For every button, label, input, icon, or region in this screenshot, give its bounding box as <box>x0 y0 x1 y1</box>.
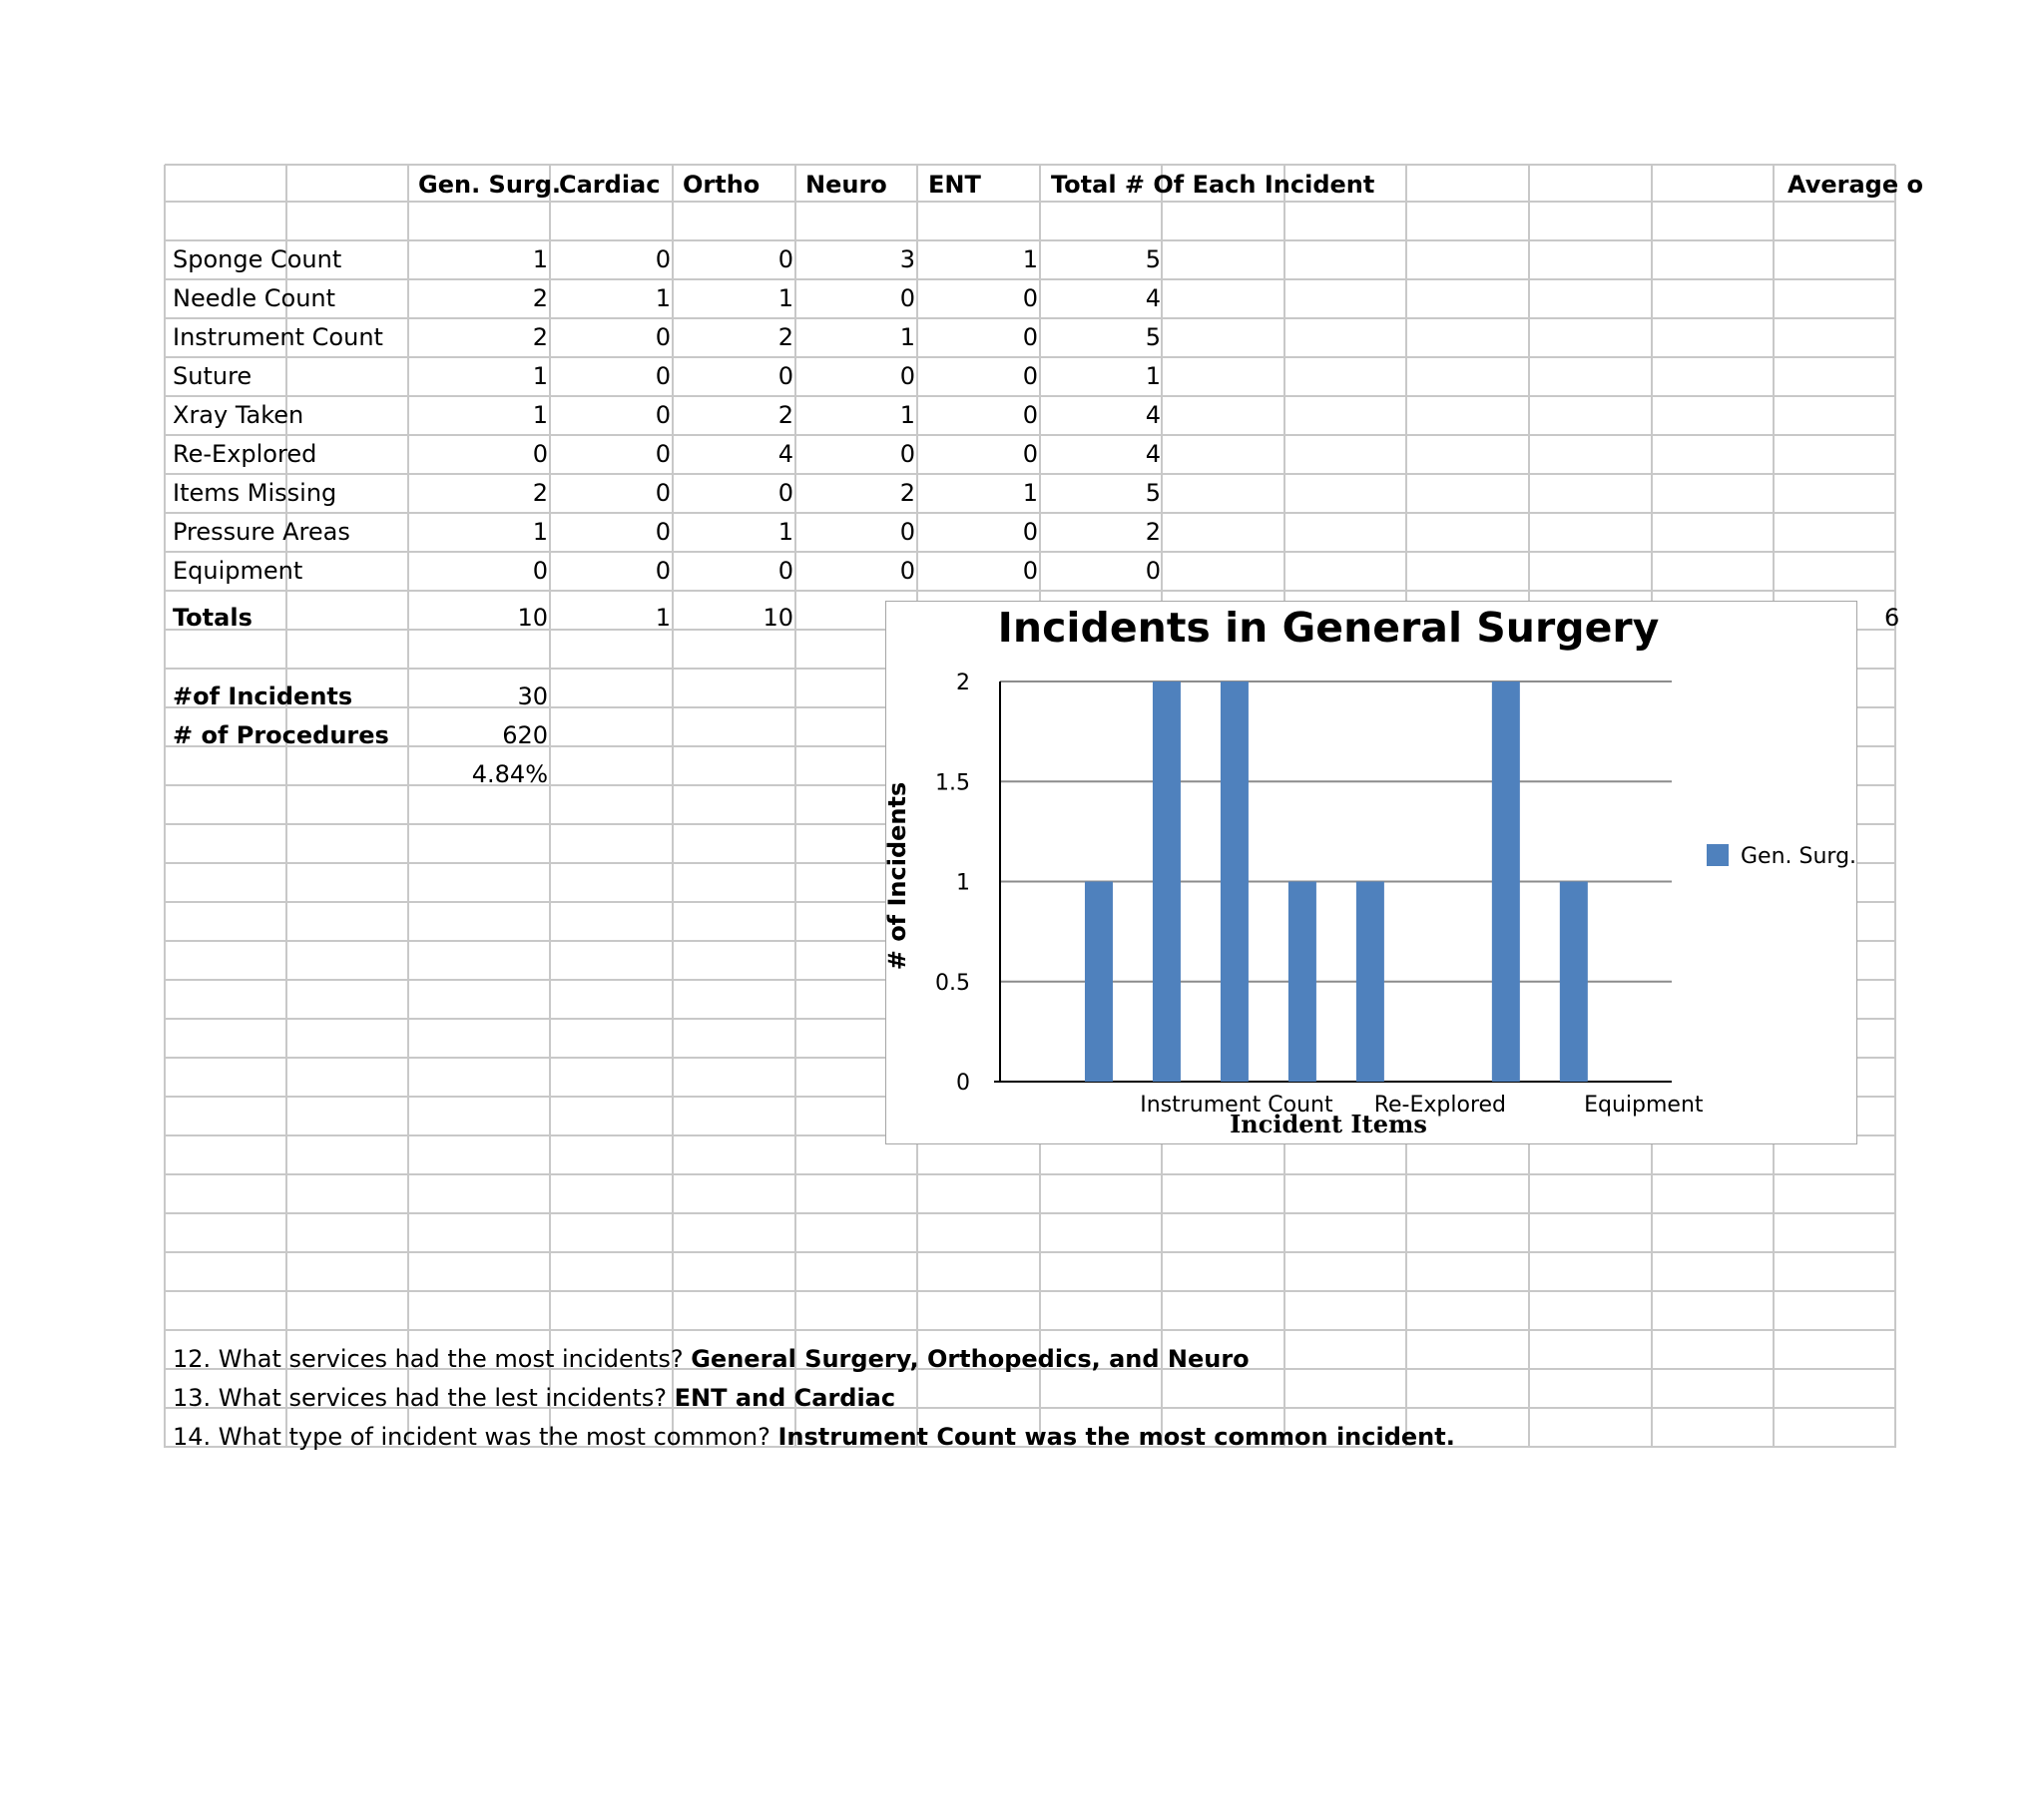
row-value-cell[interactable]: 0 <box>1022 323 1038 351</box>
chart-canvas <box>883 602 1858 1145</box>
row-label[interactable]: Re-Explored <box>173 440 317 468</box>
row-value-cell[interactable]: 0 <box>655 245 671 273</box>
header-ent[interactable]: ENT <box>928 171 981 199</box>
question-14-text: 14. What type of incident was the most common? <box>173 1423 770 1451</box>
row-value-cell[interactable]: 0 <box>655 323 671 351</box>
totals-partial-value[interactable]: 6 <box>1884 604 1900 632</box>
header-cardiac[interactable]: Cardiac <box>559 171 661 199</box>
row-value-cell[interactable]: 1 <box>777 518 793 546</box>
bar-items-missing <box>1492 681 1520 1082</box>
question-13-answer: ENT and Cardiac <box>674 1384 896 1412</box>
bar-instrument-count <box>1221 681 1249 1082</box>
row-value-cell[interactable]: 0 <box>1145 557 1161 585</box>
row-value-cell[interactable]: 0 <box>1022 284 1038 312</box>
row-value-cell[interactable]: 0 <box>1022 362 1038 390</box>
row-value-cell[interactable]: 4 <box>1145 401 1161 429</box>
header-neuro[interactable]: Neuro <box>805 171 887 199</box>
question-12-answer: General Surgery, Orthopedics, and Neuro <box>691 1345 1250 1373</box>
row-value-cell[interactable]: 4 <box>1145 440 1161 468</box>
y-tick-label: 2 <box>956 671 970 695</box>
x-tick-label: Re-Explored <box>1373 1093 1507 1118</box>
row-value-cell[interactable]: 5 <box>1145 245 1161 273</box>
row-label[interactable]: Sponge Count <box>173 245 342 273</box>
row-value-cell[interactable]: 4 <box>777 440 793 468</box>
bar-sponge-count <box>1085 882 1113 1083</box>
y-tick-label: 1 <box>956 870 970 896</box>
header-ortho[interactable]: Ortho <box>683 171 761 199</box>
totals-cardiac[interactable]: 1 <box>655 604 671 632</box>
question-14-answer: Instrument Count was the most common incident. <box>777 1423 1455 1451</box>
row-value-cell[interactable]: 1 <box>1022 245 1038 273</box>
question-12[interactable] <box>173 1340 1250 1379</box>
y-tick-label: 0 <box>956 1071 970 1096</box>
x-tick-label: Instrument Count <box>1140 1093 1333 1118</box>
y-tick-label: 0.5 <box>935 970 970 996</box>
header-gen-surg[interactable]: Gen. Surg. <box>418 171 562 199</box>
incidents-value[interactable]: 30 <box>517 682 548 710</box>
row-value-cell[interactable]: 0 <box>777 557 793 585</box>
row-value-cell[interactable]: 1 <box>532 518 548 546</box>
row-value-cell[interactable]: 2 <box>1145 518 1161 546</box>
header-average[interactable]: Average o <box>1788 171 1923 199</box>
row-value-cell[interactable]: 2 <box>899 479 915 507</box>
totals-label[interactable]: Totals <box>173 604 253 632</box>
row-value-cell[interactable]: 2 <box>532 323 548 351</box>
row-value-cell[interactable]: 0 <box>899 557 915 585</box>
row-value-cell[interactable]: 1 <box>532 245 548 273</box>
row-value-cell[interactable]: 0 <box>1022 401 1038 429</box>
bar-suture <box>1288 882 1316 1083</box>
row-label[interactable]: Suture <box>173 362 253 390</box>
row-value-cell[interactable]: 0 <box>655 557 671 585</box>
row-value-cell[interactable]: 2 <box>532 284 548 312</box>
row-value-cell[interactable]: 0 <box>532 557 548 585</box>
row-value-cell[interactable]: 0 <box>899 362 915 390</box>
row-value-cell[interactable]: 0 <box>777 479 793 507</box>
incidents-label[interactable]: #of Incidents <box>173 682 353 710</box>
legend-swatch <box>1707 844 1729 866</box>
row-value-cell[interactable]: 2 <box>777 401 793 429</box>
row-value-cell[interactable]: 1 <box>1145 362 1161 390</box>
row-value-cell[interactable]: 1 <box>532 362 548 390</box>
row-value-cell[interactable]: 0 <box>899 284 915 312</box>
row-value-cell[interactable]: 1 <box>899 401 915 429</box>
row-value-cell[interactable]: 0 <box>777 362 793 390</box>
row-value-cell[interactable]: 3 <box>899 245 915 273</box>
row-value-cell[interactable]: 1 <box>532 401 548 429</box>
question-13[interactable] <box>173 1379 895 1418</box>
y-tick-label: 1.5 <box>935 770 970 796</box>
row-value-cell[interactable]: 0 <box>655 518 671 546</box>
row-value-cell[interactable]: 0 <box>532 440 548 468</box>
row-value-cell[interactable]: 0 <box>1022 557 1038 585</box>
bar-xray-taken <box>1356 882 1384 1083</box>
question-14[interactable] <box>173 1418 1455 1457</box>
row-label[interactable]: Instrument Count <box>173 323 383 351</box>
incident-rate[interactable]: 4.84% <box>471 760 548 788</box>
row-value-cell[interactable]: 5 <box>1145 323 1161 351</box>
legend-label: Gen. Surg. <box>1741 844 1857 869</box>
row-value-cell[interactable]: 0 <box>655 401 671 429</box>
row-value-cell[interactable]: 1 <box>899 323 915 351</box>
row-value-cell[interactable]: 2 <box>532 479 548 507</box>
row-value-cell[interactable]: 4 <box>1145 284 1161 312</box>
header-total[interactable]: Total # Of Each Incident <box>1051 171 1375 199</box>
row-value-cell[interactable]: 5 <box>1145 479 1161 507</box>
bar-pressure-areas <box>1560 882 1588 1083</box>
procedures-value[interactable]: 620 <box>502 721 548 749</box>
chart-title: Incidents in General Surgery <box>997 604 1660 652</box>
incidents-chart[interactable] <box>885 601 1857 1144</box>
row-value-cell[interactable]: 0 <box>655 362 671 390</box>
x-axis-title: Incident Items <box>1230 1110 1427 1138</box>
question-12-text: 12. What services had the most incidents? <box>173 1345 684 1373</box>
row-value-cell[interactable]: 2 <box>777 323 793 351</box>
row-value-cell[interactable]: 0 <box>899 440 915 468</box>
x-tick-label: Equipment <box>1584 1093 1704 1118</box>
totals-ortho[interactable]: 10 <box>763 604 793 632</box>
row-label[interactable]: Xray Taken <box>173 401 304 429</box>
procedures-label[interactable]: # of Procedures <box>173 721 389 749</box>
row-label[interactable]: Equipment <box>173 557 303 585</box>
row-value-cell[interactable]: 0 <box>899 518 915 546</box>
row-value-cell[interactable]: 0 <box>777 245 793 273</box>
question-13-text: 13. What services had the lest incidents? <box>173 1384 667 1412</box>
bar-needle-count <box>1153 681 1181 1082</box>
row-value-cell[interactable]: 0 <box>1022 440 1038 468</box>
row-value-cell[interactable]: 0 <box>1022 518 1038 546</box>
row-label[interactable]: Needle Count <box>173 284 336 312</box>
row-value-cell[interactable]: 1 <box>1022 479 1038 507</box>
row-value-cell[interactable]: 0 <box>655 440 671 468</box>
row-value-cell[interactable]: 1 <box>777 284 793 312</box>
totals-gen-surg[interactable]: 10 <box>517 604 548 632</box>
y-axis-title: # of Incidents <box>883 781 911 971</box>
row-label[interactable]: Pressure Areas <box>173 518 350 546</box>
row-value-cell[interactable]: 1 <box>655 284 671 312</box>
row-label[interactable]: Items Missing <box>173 479 337 507</box>
row-value-cell[interactable]: 0 <box>655 479 671 507</box>
